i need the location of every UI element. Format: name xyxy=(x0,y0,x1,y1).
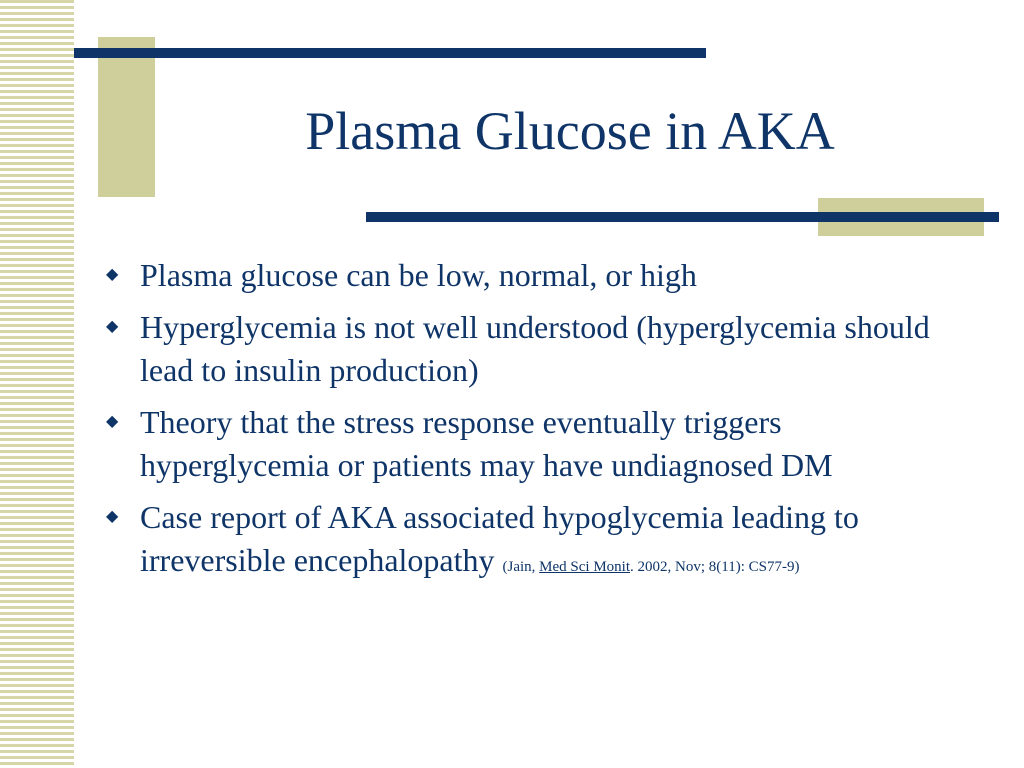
diamond-bullet-icon: ◆ xyxy=(106,318,119,335)
bullet-item xyxy=(106,496,966,582)
bullet-text: Case report of AKA associated hypoglycemia leading to irreversible encephalopathy xyxy=(140,499,859,578)
striped-sidebar-decoration xyxy=(0,0,74,768)
slide-title: Plasma Glucose in AKA xyxy=(305,101,835,161)
citation-prefix: (Jain, xyxy=(502,559,540,575)
bullet-text: Theory that the stress response eventually triggers hyperglycemia or patients may have undiagnosed DM xyxy=(140,404,833,483)
diamond-bullet-icon: ◆ xyxy=(106,413,119,430)
bullet-list xyxy=(106,254,966,591)
diamond-bullet-icon: ◆ xyxy=(106,266,119,283)
bullet-text: Hyperglycemia is not well understood (hyperglycemia should lead to insulin production) xyxy=(140,309,930,388)
bullet-item xyxy=(106,401,966,487)
journal-link[interactable]: Med Sci Monit xyxy=(539,559,631,575)
diamond-bullet-icon: ◆ xyxy=(106,508,119,525)
top-rule-line xyxy=(74,48,706,58)
bullet-text: Plasma glucose can be low, normal, or high xyxy=(140,257,697,293)
citation xyxy=(503,559,800,575)
bullet-item xyxy=(106,306,966,392)
bullet-item xyxy=(106,254,966,297)
title-accent-block xyxy=(98,37,155,197)
bottom-rule-line xyxy=(366,212,999,222)
citation-suffix: . 2002, Nov; 8(11): CS77-9) xyxy=(630,559,800,575)
